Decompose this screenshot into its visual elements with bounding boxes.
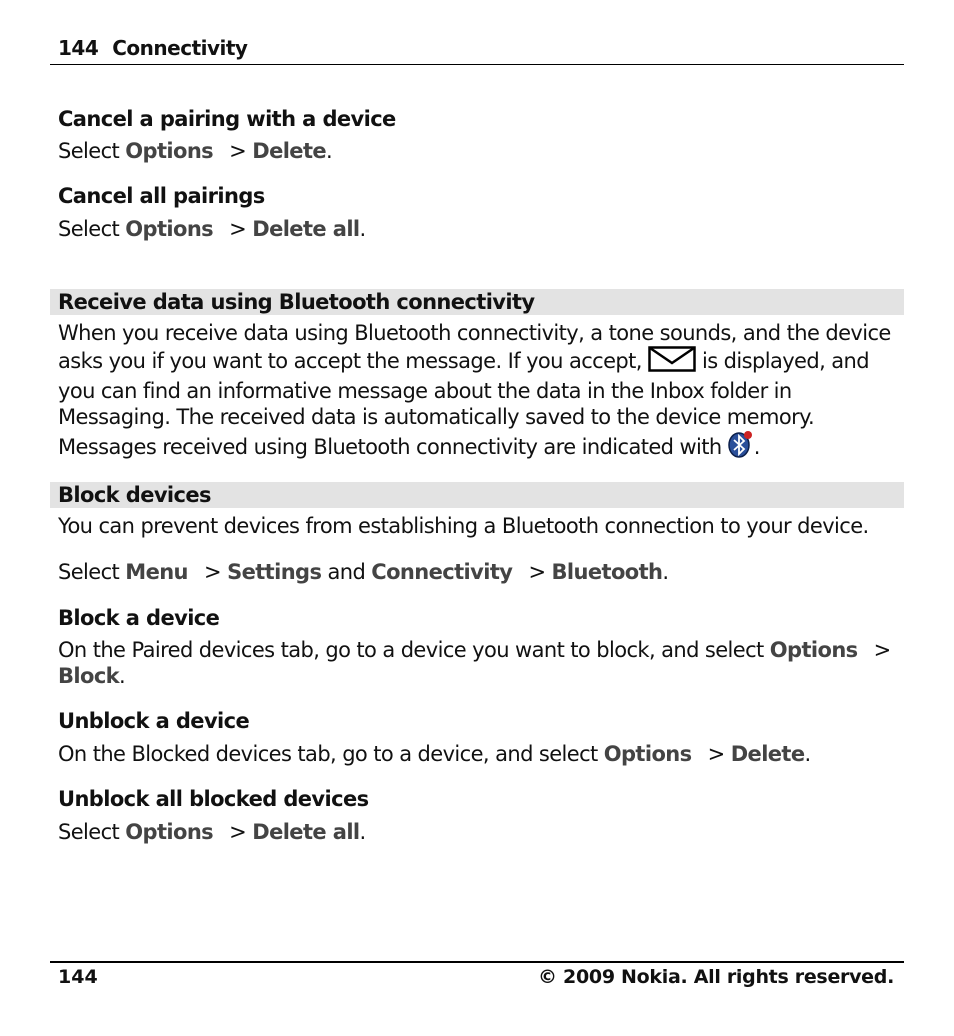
- receive-line-5-text: Messages received using Bluetooth connectivity are indicated with: [58, 435, 722, 459]
- footer-copyright: © 2009 Nokia. All rights reserved.: [538, 966, 894, 988]
- paragraph-receive-data: [58, 320, 903, 464]
- heading-cancel-all-pairings: Cancel all pairings: [58, 184, 265, 208]
- keyword-options: Options: [125, 139, 214, 163]
- text-period: .: [753, 435, 760, 459]
- text-period: .: [359, 217, 366, 241]
- block-device-text: On the Paired devices tab, go to a device you want to block, and select: [58, 638, 764, 662]
- receive-line-1: When you receive data using Bluetooth connectivity, a tone sounds, and the device: [58, 321, 891, 345]
- keyword-connectivity: Connectivity: [371, 560, 513, 584]
- keyword-block: Block: [58, 664, 120, 688]
- keyword-options: Options: [125, 217, 214, 241]
- paragraph-cancel-pairing: [58, 138, 903, 164]
- text-period: .: [326, 139, 333, 163]
- keyword-options: Options: [769, 638, 858, 662]
- keyword-menu: Menu: [125, 560, 188, 584]
- heading-block-device: Block a device: [58, 606, 220, 630]
- keyword-settings: Settings: [227, 560, 322, 584]
- receive-line-2b: is displayed, and: [702, 349, 869, 373]
- separator-arrow: >: [203, 560, 221, 584]
- receive-line-2a: asks you if you want to accept the message. If you accept,: [58, 349, 642, 373]
- receive-line-4: Messaging. The received data is automatically saved to the device memory.: [58, 405, 815, 429]
- keyword-bluetooth: Bluetooth: [551, 560, 663, 584]
- separator-arrow: >: [707, 742, 725, 766]
- separator-arrow: >: [229, 820, 247, 844]
- paragraph-block-path: [58, 559, 903, 585]
- paragraph-unblock-all: [58, 819, 903, 845]
- keyword-delete-all: Delete all: [252, 820, 360, 844]
- text-period: .: [804, 742, 811, 766]
- separator-arrow: >: [229, 139, 247, 163]
- text-period: .: [119, 664, 126, 688]
- paragraph-block-device: [58, 637, 903, 689]
- heading-receive-data: Receive data using Bluetooth connectivity: [58, 290, 535, 314]
- text-select: Select: [58, 139, 120, 163]
- page-header: [58, 36, 247, 60]
- keyword-options: Options: [125, 820, 214, 844]
- header-title: Connectivity: [112, 36, 248, 60]
- keyword-options: Options: [603, 742, 692, 766]
- paragraph-block-intro: You can prevent devices from establishing a Bluetooth connection to your device.: [58, 514, 869, 538]
- header-divider: [50, 64, 904, 65]
- section-band-receive-data: [50, 289, 904, 315]
- separator-arrow: >: [873, 638, 891, 662]
- receive-line-5: [58, 430, 903, 464]
- separator-arrow: >: [528, 560, 546, 584]
- header-page-number: 144: [58, 36, 99, 60]
- receive-line-3: you can find an informative message about the data in the Inbox folder in: [58, 379, 792, 403]
- heading-unblock-device: Unblock a device: [58, 709, 250, 733]
- text-and: and: [327, 560, 366, 584]
- receive-line-2: [58, 346, 903, 378]
- section-band-block-devices: [50, 482, 904, 508]
- text-select: Select: [58, 820, 120, 844]
- text-period: .: [662, 560, 669, 584]
- separator-arrow: >: [229, 217, 247, 241]
- footer-page-number: 144: [58, 966, 98, 988]
- bluetooth-message-icon: [728, 430, 754, 464]
- heading-unblock-all: Unblock all blocked devices: [58, 787, 369, 811]
- text-period: .: [359, 820, 366, 844]
- keyword-delete: Delete: [252, 139, 327, 163]
- heading-cancel-pairing: Cancel a pairing with a device: [58, 107, 396, 131]
- paragraph-cancel-all-pairings: [58, 216, 903, 242]
- text-select: Select: [58, 217, 120, 241]
- footer-divider: [50, 961, 904, 963]
- keyword-delete-all: Delete all: [252, 217, 360, 241]
- unblock-device-text: On the Blocked devices tab, go to a device, and select: [58, 742, 598, 766]
- paragraph-unblock-device: [58, 741, 903, 767]
- keyword-delete: Delete: [730, 742, 805, 766]
- envelope-icon: [648, 346, 696, 378]
- heading-block-devices: Block devices: [58, 483, 211, 507]
- text-select: Select: [58, 560, 120, 584]
